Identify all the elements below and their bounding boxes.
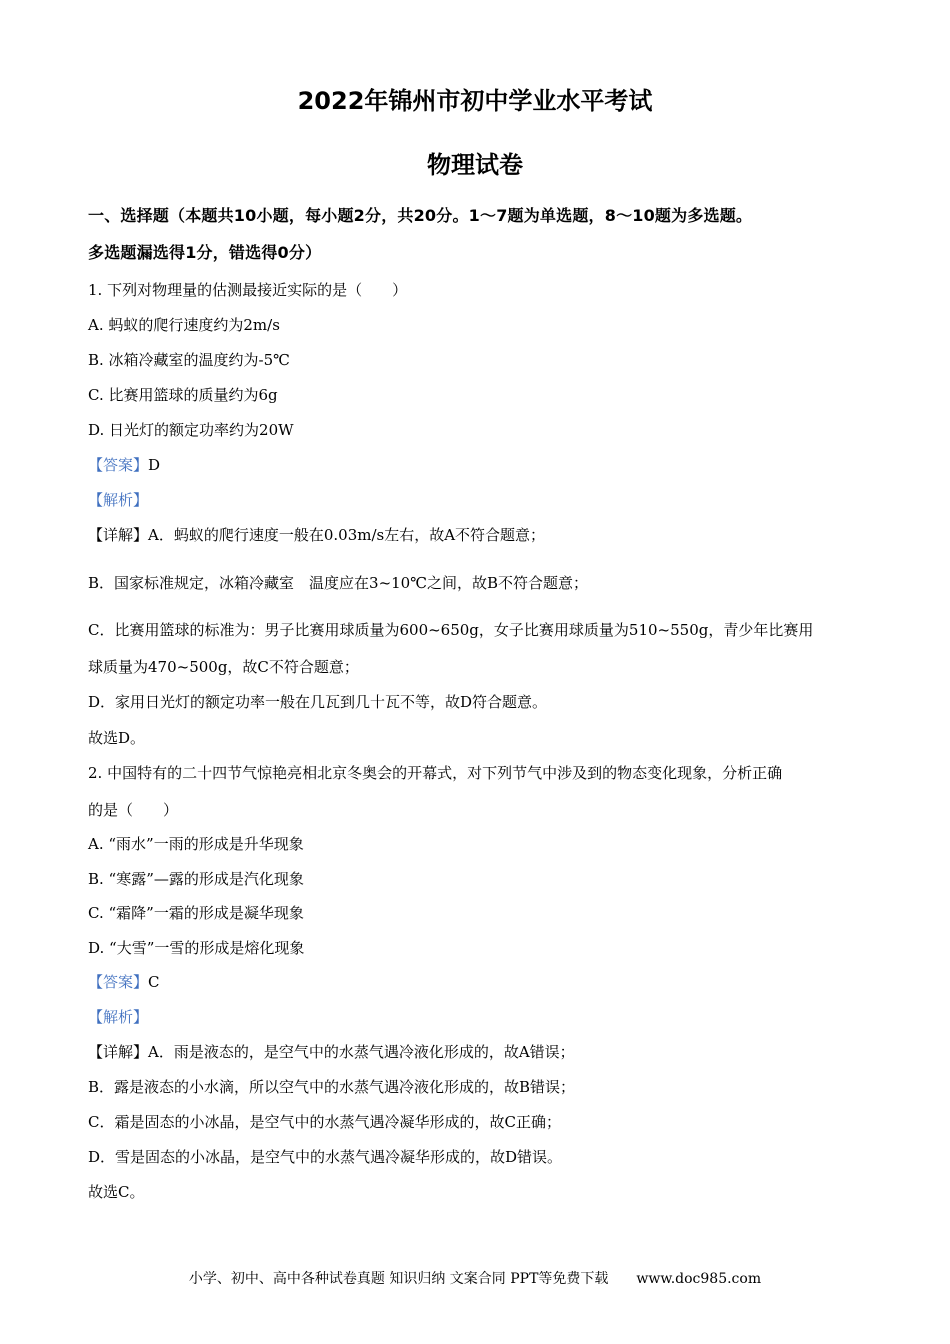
question-2-option-b: B. “寒露”—露的形成是汽化现象 bbox=[88, 870, 304, 888]
question-2-stem: 2. 中国特有的二十四节气惊艳亮相北京冬奥会的开幕式，对下列节气中涉及到的物态变化现象，分析正确 bbox=[88, 764, 783, 782]
section-heading: 一、选择题（本题共10小题，每小题2分，共20分。1～7题为单选题，8～10题为多选题。 bbox=[88, 206, 753, 225]
question-1-option-a: A. 蚂蚁的爬行速度约为2m/s bbox=[88, 316, 280, 334]
question-1-conclusion: 故选D。 bbox=[88, 729, 146, 747]
question-2-detail bbox=[88, 1041, 878, 1063]
answer-tag: 【答案】 bbox=[88, 456, 149, 474]
page-footer: 小学、初中、高中各种试卷真题 知识归纳 文案合同 PPT等免费下载 www.doc985.com bbox=[188, 1271, 762, 1287]
question-2-stem-cont: 的是（ ） bbox=[88, 801, 179, 819]
question-1-option-c: C. 比赛用篮球的质量约为6g bbox=[88, 386, 278, 404]
answer-value: C bbox=[148, 973, 160, 991]
question-2-option-c: C. “霜降”一霜的形成是凝华现象 bbox=[88, 904, 304, 922]
question-2-option-d: D. “大雪”一雪的形成是熔化现象 bbox=[88, 939, 305, 957]
question-1-detail-line: D．家用日光灯的额定功率一般在几瓦到几十瓦不等，故D符合题意。 bbox=[88, 693, 548, 711]
exam-subtitle: 物理试卷 bbox=[427, 151, 523, 179]
question-1-answer bbox=[88, 454, 878, 476]
question-2-detail-line: C．霜是固态的小冰晶，是空气中的水蒸气遇冷凝华形成的，故C正确； bbox=[88, 1113, 561, 1131]
detail-tag: 【详解】 bbox=[88, 1043, 149, 1061]
section-heading-cont: 多选题漏选得1分，错选得0分） bbox=[88, 243, 322, 262]
question-1-detail-line: C．比赛用篮球的标准为：男子比赛用球质量为600~650g，女子比赛用球质量为510~550g，青少年比赛用 bbox=[88, 621, 814, 639]
question-2-answer bbox=[88, 971, 878, 993]
question-2-analysis-tag: 【解析】 bbox=[88, 1008, 149, 1026]
question-1-option-d: D. 日光灯的额定功率约为20W bbox=[88, 421, 294, 439]
question-2-option-a: A. “雨水”一雨的形成是升华现象 bbox=[88, 835, 304, 853]
question-1-detail bbox=[88, 524, 878, 546]
question-1-detail-line: 球质量为470~500g，故C不符合题意； bbox=[88, 658, 359, 676]
question-1-stem: 1. 下列对物理量的估测最接近实际的是（ ） bbox=[88, 281, 408, 299]
answer-tag: 【答案】 bbox=[88, 973, 149, 991]
question-1-analysis-tag: 【解析】 bbox=[88, 491, 149, 509]
question-2-detail-line: D．雪是固态的小冰晶，是空气中的水蒸气遇冷凝华形成的，故D错误。 bbox=[88, 1148, 563, 1166]
exam-title: 2022年锦州市初中学业水平考试 bbox=[297, 87, 653, 115]
detail-text: A．蚂蚁的爬行速度一般在0.03m/s左右，故A不符合题意； bbox=[148, 526, 546, 544]
question-1-option-b: B. 冰箱冷藏室的温度约为-5℃ bbox=[88, 351, 290, 369]
answer-value: D bbox=[148, 456, 161, 474]
detail-text: A．雨是液态的，是空气中的水蒸气遇冷液化形成的，故A错误； bbox=[148, 1043, 575, 1061]
question-2-conclusion: 故选C。 bbox=[88, 1183, 145, 1201]
detail-tag: 【详解】 bbox=[88, 526, 149, 544]
question-2-detail-line: B．露是液态的小水滴，所以空气中的水蒸气遇冷液化形成的，故B错误； bbox=[88, 1078, 576, 1096]
question-1-detail-line: B．国家标准规定，冰箱冷藏室 温度应在3~10℃之间，故B不符合题意； bbox=[88, 574, 589, 592]
